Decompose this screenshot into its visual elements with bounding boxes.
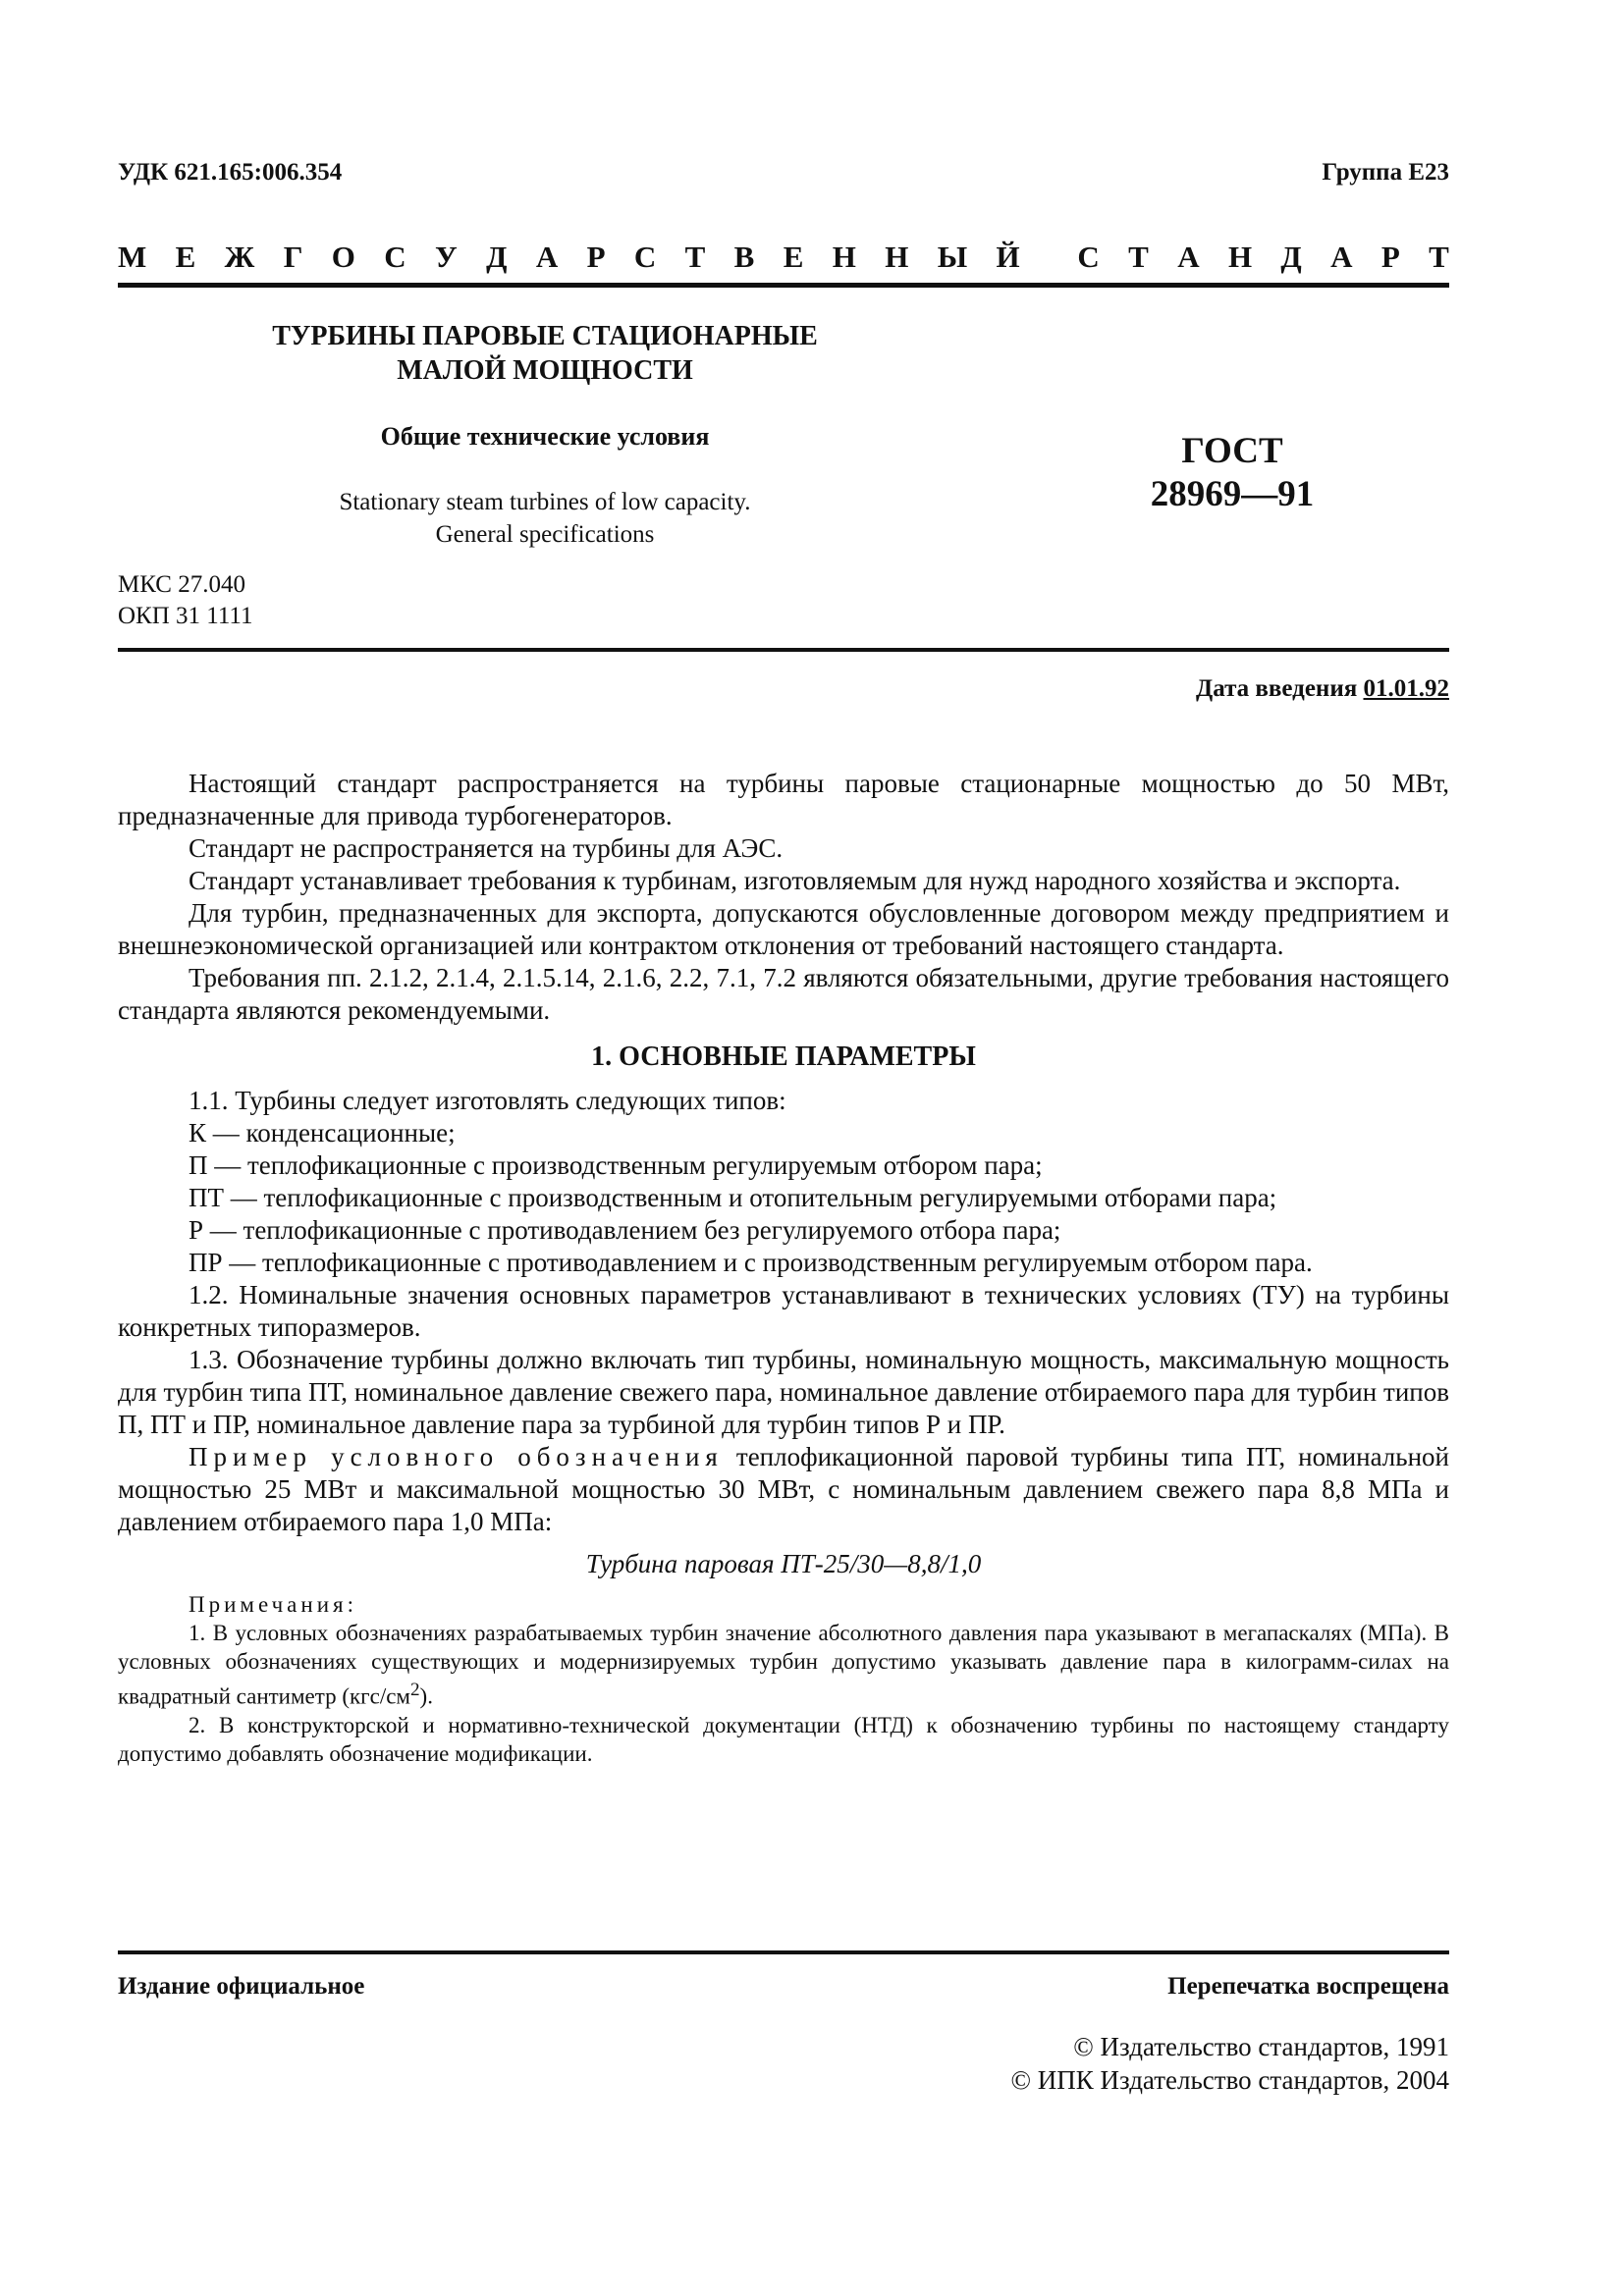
copyright-line: © Издательство стандартов, 1991 <box>1073 2032 1449 2061</box>
banner-letter: Т <box>1429 240 1449 274</box>
udk-code: УДК 621.165:006.354 <box>118 159 343 186</box>
banner-letter: Н <box>832 240 856 274</box>
example-paragraph <box>118 1441 1449 1538</box>
footer-rule <box>118 1950 1449 1954</box>
banner-letter: А <box>1177 240 1200 274</box>
gost-code: 28969—91 <box>1150 474 1315 514</box>
banner-letter: А <box>1330 240 1353 274</box>
clause-1-3: 1.3. Обозначение турбины должно включать тип турбины, номинальную мощность, максимальную мощность для турбин типа ПТ, номинальное давление свежего пара, номинальное давление отбираемого пара для турбин типов П, ПТ и ПР, номинальное давление пара за турбиной для турбин типов Р и ПР. <box>118 1345 1449 1439</box>
banner-letter: Д <box>486 240 508 274</box>
date-value: 01.01.92 <box>1363 675 1449 702</box>
group-code: Группа Е23 <box>1322 159 1449 186</box>
banner-letter: Ж <box>224 240 255 274</box>
banner-letter: Т <box>1128 240 1149 274</box>
banner-letter: С <box>384 240 406 274</box>
type-item: ПТ — теплофикационные с производственным и отопительным регулируемыми отборами пара; <box>189 1183 1277 1212</box>
banner-letter: Р <box>586 240 606 274</box>
note-1: 1. В условных обозначениях разрабатываемых турбин значение абсолютного давления пара указывают в мегапаскалях (МПа). В условных обозначениях существующих и модернизируемых турбин допустимо указывать давление пара в килограмм-силах на квадратный сантиметр $(кгс/см^2)$. <box>118 1621 1449 1709</box>
english-title-line-1: Stationary steam turbines of low capacity. <box>339 489 751 515</box>
note-2: 2. В конструкторской и нормативно-технической документации (НТД) к обозначению турбины по настоящему стандарту допустимо добавлять обозначение модификации. <box>118 1712 1449 1766</box>
english-title-line-2: General specifications <box>435 521 655 548</box>
title-line-2: МАЛОЙ МОЩНОСТИ <box>397 355 693 386</box>
designation-example: Турбина паровая ПТ-25/30—8,8/1,0 <box>585 1549 982 1578</box>
copyright-block <box>1011 2030 1450 2097</box>
banner-letter: Ы <box>937 240 968 274</box>
banner-letter: С <box>633 240 657 274</box>
reprint-prohibited: Перепечатка воспрещена <box>1167 1973 1449 2000</box>
banner-letter: В <box>733 240 755 274</box>
okp-code: ОКП 31 1111 <box>118 603 253 629</box>
title-block <box>236 319 854 551</box>
date-label: Дата введения <box>1196 675 1358 702</box>
banner-letter: У <box>435 240 458 274</box>
mks-code: МКС 27.040 <box>118 571 245 598</box>
section-heading: 1. ОСНОВНЫЕ ПАРАМЕТРЫ <box>591 1041 976 1072</box>
official-edition: Издание официальное <box>118 1973 365 2000</box>
banner-letter: Р <box>1380 240 1400 274</box>
notes-heading: Примечания: <box>189 1592 357 1617</box>
banner-letter: О <box>331 240 355 274</box>
example-label: Пример условного обозначения <box>189 1442 724 1471</box>
document-page <box>118 0 1449 2296</box>
banner-letter: Е <box>175 240 196 274</box>
banner-letter: Й <box>996 240 1020 274</box>
type-item: Р — теплофикационные с противодавлением без регулируемого отбора пара; <box>189 1215 1061 1245</box>
intro-paragraph: Настоящий стандарт распространяется на турбины паровые стационарные мощностью до 50 МВт, предназначенные для привода турбогенераторов. <box>118 769 1449 830</box>
footer-row <box>118 1973 1449 2001</box>
banner-letter: А <box>535 240 559 274</box>
banner-letter: Н <box>1227 240 1253 274</box>
copyright-line: © ИПК Издательство стандартов, 2004 <box>1010 2065 1449 2095</box>
document-body <box>118 768 1449 1768</box>
example-text: теплофикационной паровой турбины типа ПТ, номинальной мощностью 25 МВт и максимальной мощностью 30 МВт, с номинальным давлением свежего пара 8,8 МПа и давлением отбираемого пара 1,0 МПа: <box>118 1442 1449 1536</box>
banner-letter: С <box>1077 240 1100 274</box>
header-row <box>118 159 1449 187</box>
banner-letter: Д <box>1280 240 1302 274</box>
clause-1-2: 1.2. Номинальные значения основных параметров устанавливают в технических условиях (ТУ) на турбины конкретных типоразмеров. <box>118 1280 1449 1342</box>
intro-paragraph: Требования пп. 2.1.2, 2.1.4, 2.1.5.14, 2.1.6, 2.2, 7.1, 7.2 являются обязательными, другие требования настоящего стандарта являются рекомендуемыми. <box>118 963 1449 1025</box>
gost-label: ГОСТ <box>1181 431 1283 471</box>
banner-letter: Т <box>684 240 706 274</box>
notes-block <box>118 1590 1449 1768</box>
type-item: ПР — теплофикационные с противодавлением и с производственным регулируемым отбором пара. <box>189 1248 1313 1277</box>
clause-1-1: 1.1. Турбины следует изготовлять следующих типов: <box>189 1086 786 1115</box>
type-item: К — конденсационные; <box>189 1118 456 1148</box>
intro-paragraph: Стандарт не распространяется на турбины для АЭС. <box>189 833 784 863</box>
intro-paragraph: Для турбин, предназначенных для экспорта, допускаются обусловленные договором между предприятием и внешнеэкономической организацией или контрактом отклонения от требований настоящего стандарта. <box>118 898 1449 960</box>
title-line-1: ТУРБИНЫ ПАРОВЫЕ СТАЦИОНАРНЫЕ <box>272 321 818 351</box>
banner-letter: Е <box>783 240 804 274</box>
type-item: П — теплофикационные с производственным регулируемым отбором пара; <box>189 1150 1043 1180</box>
banner-letter: Г <box>283 240 303 274</box>
banner-rule <box>118 283 1449 288</box>
title-rule <box>118 648 1449 652</box>
date-of-introduction <box>1196 675 1449 703</box>
interstate-standard-banner <box>118 240 1449 275</box>
gost-number <box>1080 430 1384 516</box>
banner-letter: М <box>118 240 147 274</box>
banner-letter: Н <box>885 240 909 274</box>
intro-paragraph: Стандарт устанавливает требования к турбинам, изготовляемым для нужд народного хозяйства и экспорта. <box>189 866 1401 895</box>
classification-codes <box>118 569 253 632</box>
subtitle: Общие технические условия <box>380 422 710 451</box>
